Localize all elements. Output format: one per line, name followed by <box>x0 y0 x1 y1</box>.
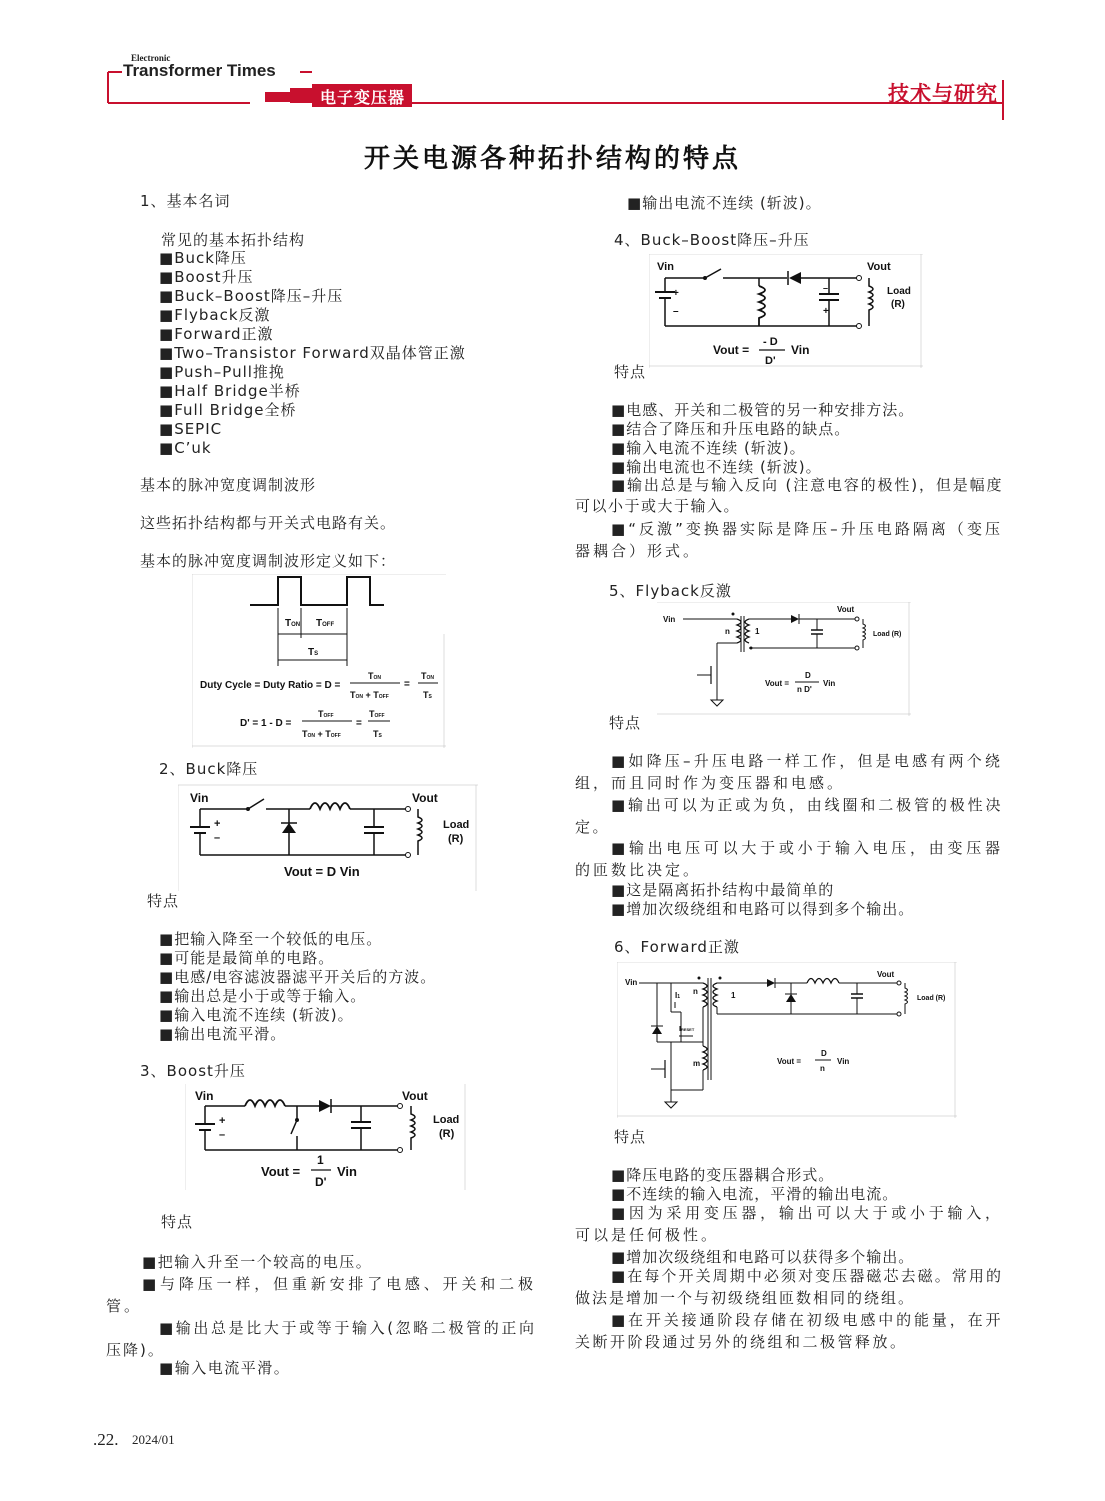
page-title: 开关电源各种拓扑结构的特点 <box>363 144 741 174</box>
fw-point-4: ■ 增加次级绕组和电路可以获得多个输出。 <box>611 1248 914 1267</box>
fw-ireset-label: IRESET <box>679 1026 695 1033</box>
logo-main: Transformer Times <box>123 61 276 80</box>
fb-point-3: ■ 输出电压可以大于或小于输入电压，由变压器的匝数比决定。 <box>575 837 1003 881</box>
bb-eq-num: - D <box>763 336 778 348</box>
boost-point-2: ■ 与降压一样，但重新安排了电感、开关和二极管。 <box>106 1273 536 1317</box>
plus-sign: + <box>823 306 829 317</box>
fb-point-2: ■ 输出可以为正或为负，由线圈和二极管的极性决定。 <box>575 794 1003 838</box>
boost-eq-left: Vout = <box>261 1164 301 1179</box>
dp-den-1: TON + TOFF <box>302 729 341 739</box>
fb-point-1: ■ 如降压–升压电路一样工作，但是电感有两个绕组，而且同时作为变压器和电感。 <box>575 750 1003 794</box>
fw-point-5: ■ 在每个开关周期中必须对变压器磁芯去磁。常用的做法是增加一个与初级绕组匝数相同的绕组。 <box>575 1265 1003 1309</box>
boost-features-label: 特点 <box>161 1213 194 1231</box>
list-item: ■ Full Bridge全桥 <box>159 401 466 420</box>
ton-label: TON <box>285 618 301 629</box>
fw-point-6: ■ 在开关接通阶段存储在初级电感中的能量，在开关断开阶段通过另外的绕组和二极管释放。 <box>575 1309 1003 1353</box>
bb-eq-right: Vin <box>791 343 810 357</box>
toff-label: TOFF <box>316 618 335 629</box>
list-item: ■ Two–Transistor Forward双晶体管正激 <box>159 344 466 363</box>
bb-point-1: ■ 电感、开关和二极管的另一种安排方法。 <box>611 401 914 420</box>
fb-n-label: n <box>725 627 730 636</box>
fw-i1-label: I1 <box>675 991 681 1000</box>
minus-sign: – <box>823 283 829 293</box>
fw-1-label: 1 <box>731 991 736 1000</box>
d-prime-label: D' = 1 - D = <box>240 718 292 729</box>
vin-label: Vin <box>190 791 209 805</box>
fb-point-5: ■ 增加次级绕组和电路可以得到多个输出。 <box>611 900 914 919</box>
pwm-text-1: 基本的脉冲宽度调制波形 <box>140 476 317 494</box>
fw-m-label: m <box>693 1059 701 1068</box>
forward-circuit-diagram <box>617 962 957 1118</box>
buck-equation: Vout = D Vin <box>284 864 360 879</box>
bb-features-label: 特点 <box>614 363 647 381</box>
pwm-text-2: 这些拓扑结构都与开关式电路有关。 <box>140 514 397 532</box>
dp-den-2: TS <box>373 729 382 739</box>
section-label: 技术与研究 <box>888 82 998 106</box>
vout-label: Vout <box>412 791 438 805</box>
r-label: (R) <box>891 299 905 310</box>
plus-sign: + <box>673 288 679 299</box>
flyback-circuit-diagram <box>657 602 911 716</box>
list-item: ■ Boost升压 <box>159 268 466 287</box>
section-6-heading: 6、Forward正激 <box>614 938 740 956</box>
boost-point-1: ■ 把输入升至一个较高的电压。 <box>106 1251 536 1273</box>
list-item: ■ 输入电流不连续 (斩波)。 <box>159 1006 436 1025</box>
load-label: Load <box>443 819 470 831</box>
pwm-waveform-figure <box>192 574 446 748</box>
list-item: ■ 输出电流平滑。 <box>159 1025 436 1044</box>
fb-eq-left: Vout = <box>765 679 790 688</box>
fb-eq-right: Vin <box>823 679 836 688</box>
page-number: .22. <box>93 1430 119 1449</box>
section-2-heading: 2、Buck降压 <box>159 760 259 778</box>
vin-label: Vin <box>195 1089 214 1103</box>
bb-point-4: ■ 输出电流也不连续 (斩波)。 <box>611 458 822 477</box>
list-item: ■ 电感/电容滤波器滤平开关后的方波。 <box>159 968 436 987</box>
bb-point-5: ■ 输出总是与输入反向 (注意电容的极性)，但是幅度可以小于或大于输入。 <box>575 475 1003 517</box>
list-item: ■ Half Bridge半桥 <box>159 382 466 401</box>
list-item: ■ Push–Pull推挽 <box>159 363 466 382</box>
buck-circuit-diagram <box>178 783 478 891</box>
list-item: ■ 把输入降至一个较低的电压。 <box>159 930 436 949</box>
list-item: ■ 可能是最简单的电路。 <box>159 949 436 968</box>
list-item: ■ SEPIC <box>159 420 466 439</box>
boost-point-4: ■ 输入电流平滑。 <box>106 1357 536 1379</box>
fw-load-label: Load (R) <box>917 995 946 1002</box>
vin-label: Vin <box>663 615 676 624</box>
topology-list <box>159 249 466 458</box>
boost-eq-right: Vin <box>337 1164 357 1179</box>
dc-den-2: TS <box>423 690 432 700</box>
pwm-text-3: 基本的脉冲宽度调制波形定义如下： <box>140 552 397 570</box>
section-1-heading: 1、基本名词 <box>140 192 231 210</box>
boost-eq-den: D' <box>315 1175 327 1189</box>
boost-point-3: ■ 输出总是比大于或等于输入(忽略二极管的正向压降)。 <box>106 1317 536 1361</box>
logo-small: Electronic <box>131 53 171 63</box>
dc-den-1: TON + TOFF <box>350 690 389 700</box>
dc-num-2: TON <box>421 671 434 681</box>
fb-load-label: Load (R) <box>873 631 902 638</box>
equals-sign: = <box>356 718 362 729</box>
r-label: (R) <box>439 1128 455 1140</box>
equals-sign: = <box>404 679 410 690</box>
vout-label: Vout <box>402 1089 428 1103</box>
buck-boost-circuit-diagram <box>649 254 923 368</box>
fw-eq-left: Vout = <box>777 1057 802 1066</box>
list-item: ■ Flyback反激 <box>159 306 466 325</box>
bb-eq-left: Vout = <box>713 343 750 357</box>
dc-num-1: TON <box>368 671 381 681</box>
load-label: Load <box>887 286 911 297</box>
boost-circuit-diagram <box>185 1084 467 1190</box>
fw-n-label: n <box>693 987 698 996</box>
vin-label: Vin <box>657 261 674 273</box>
fw-point-1: ■ 降压电路的变压器耦合形式。 <box>611 1166 834 1185</box>
fw-point-3: ■ 因为采用变压器，输出可以大于或小于输入，可以是任何极性。 <box>575 1202 1003 1246</box>
boost-last-point: ■ 输出电流不连续 (斩波)。 <box>627 194 822 213</box>
section-3-heading: 3、Boost升压 <box>140 1062 246 1080</box>
header <box>0 0 1105 120</box>
r-label: (R) <box>448 833 464 845</box>
minus-sign: – <box>214 832 221 844</box>
logo-cn: 电子变压器 <box>320 88 406 107</box>
dp-num-2: TOFF <box>369 709 385 719</box>
list-item: ■ C’uk <box>159 439 466 458</box>
section-5-heading: 5、Flyback反激 <box>609 582 732 600</box>
vout-label: Vout <box>877 970 895 979</box>
list-item: ■ Buck–Boost降压–升压 <box>159 287 466 306</box>
fb-1-label: 1 <box>755 627 760 636</box>
vin-label: Vin <box>625 978 638 987</box>
fw-features-label: 特点 <box>614 1128 647 1146</box>
buck-features-list <box>159 930 436 1044</box>
fb-eq-num: D <box>805 671 811 680</box>
vout-label: Vout <box>837 605 855 614</box>
minus-sign: – <box>673 306 679 317</box>
plus-sign: + <box>219 1115 226 1127</box>
ts-label: TS <box>308 647 319 658</box>
plus-sign: + <box>214 818 221 830</box>
bb-point-6: ■ “反激”变换器实际是降压–升压电路隔离（变压器耦合）形式。 <box>575 518 1003 562</box>
minus-sign: – <box>219 1129 226 1141</box>
fb-eq-den: n D' <box>797 685 812 694</box>
topology-intro: 常见的基本拓扑结构 <box>161 231 306 249</box>
fb-features-label: 特点 <box>609 714 642 732</box>
fw-eq-den: n <box>820 1064 825 1073</box>
bb-point-2: ■ 结合了降压和升压电路的缺点。 <box>611 420 850 439</box>
fw-point-2: ■ 不连续的输入电流，平滑的输出电流。 <box>611 1185 898 1204</box>
dp-num-1: TOFF <box>318 709 334 719</box>
vout-label: Vout <box>867 261 891 273</box>
boost-eq-num: 1 <box>317 1153 324 1167</box>
fw-eq-right: Vin <box>837 1057 850 1066</box>
load-label: Load <box>433 1114 460 1126</box>
list-item: ■ Buck降压 <box>159 249 466 268</box>
issue-date: 2024/01 <box>132 1432 175 1447</box>
fb-point-4: ■ 这是隔离拓扑结构中最简单的 <box>611 881 834 900</box>
bb-eq-den: D' <box>765 355 776 367</box>
list-item: ■ 输出总是小于或等于输入。 <box>159 987 436 1006</box>
section-4-heading: 4、Buck–Boost降压–升压 <box>614 231 810 249</box>
fw-eq-num: D <box>821 1049 827 1058</box>
bb-point-3: ■ 输入电流不连续 (斩波)。 <box>611 439 806 458</box>
list-item: ■ Forward正激 <box>159 325 466 344</box>
duty-cycle-label: Duty Cycle = Duty Ratio = D = <box>200 680 341 691</box>
buck-features-label: 特点 <box>147 892 180 910</box>
